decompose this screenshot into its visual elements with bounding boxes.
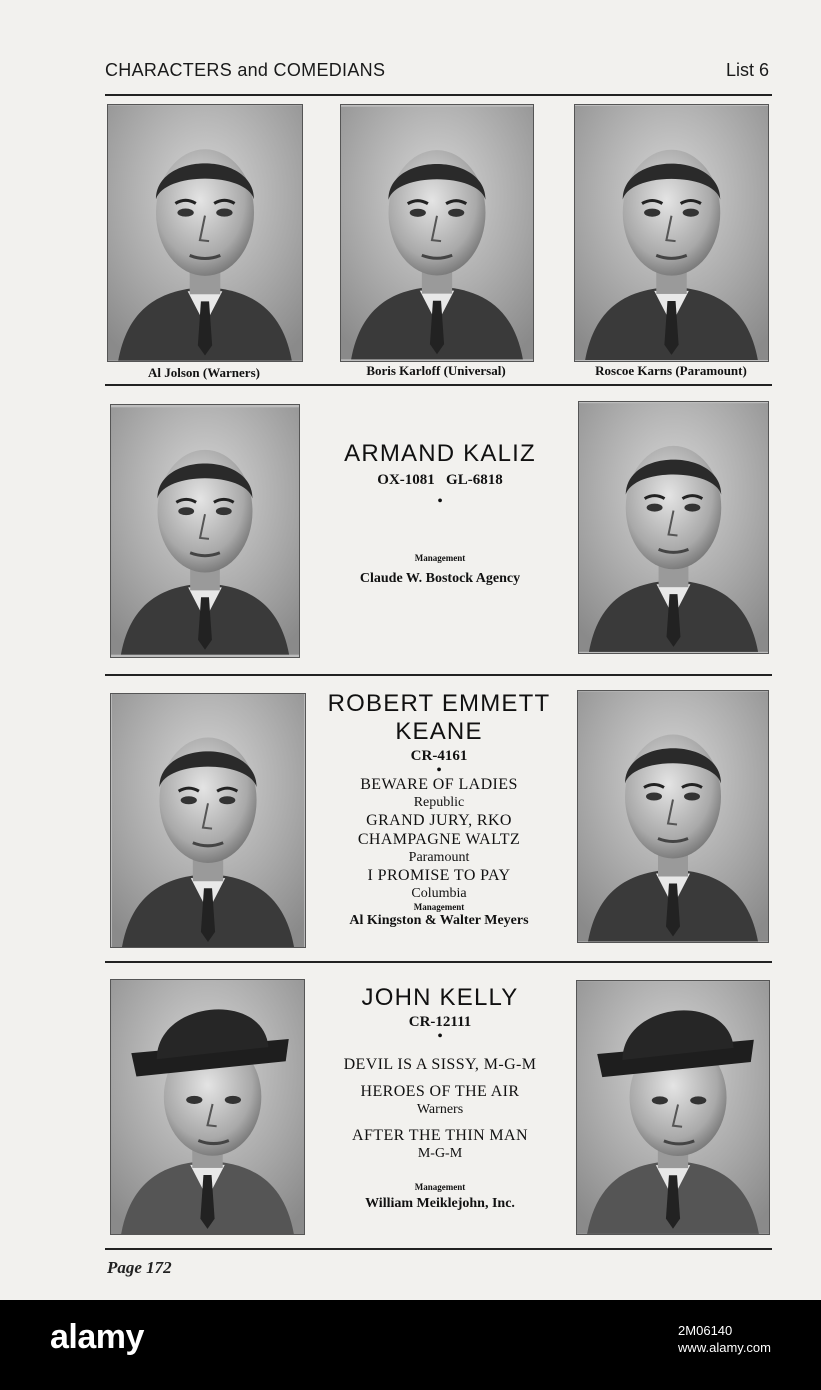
portrait-roscoe-karns <box>574 104 769 362</box>
phone-number: CR-4161 <box>410 748 468 764</box>
actor-name-line2: KEANE <box>395 718 483 745</box>
credit-studio: Republic <box>413 795 465 810</box>
credit-studio: Warners <box>416 1102 464 1117</box>
portrait-image <box>341 105 533 361</box>
credit-title: CHAMPAGNE WALTZ <box>357 831 521 848</box>
portrait-john-kelly-left <box>110 979 305 1235</box>
credit-title: DEVIL IS A SISSY, M-G-M <box>343 1056 537 1073</box>
caption-al-jolson: Al Jolson (Warners) <box>148 365 260 380</box>
portrait-al-jolson <box>107 104 303 362</box>
portrait-robert-keane-right <box>577 690 769 943</box>
portrait-image <box>111 980 304 1234</box>
management-agency: Claude W. Bostock Agency <box>359 571 521 586</box>
bullet: • <box>436 762 442 779</box>
phone-number: CR-12111 <box>408 1014 472 1030</box>
portrait-image <box>108 105 302 361</box>
image-id-url: www.alamy.com <box>678 1340 771 1355</box>
portrait-image <box>579 402 768 653</box>
credit-studio: Columbia <box>411 886 467 901</box>
section-rule <box>105 384 772 386</box>
credit-title: I PROMISE TO PAY <box>367 867 511 884</box>
portrait-image <box>575 105 768 361</box>
portrait-image <box>578 691 768 942</box>
portrait-image <box>111 694 305 947</box>
portrait-robert-keane-left <box>110 693 306 948</box>
portrait-image <box>111 405 299 657</box>
alamy-logo: alamy <box>50 1318 144 1356</box>
image-id-code: 2M06140 <box>678 1323 733 1338</box>
credit-title: GRAND JURY, RKO <box>366 812 512 829</box>
portrait-image <box>577 981 769 1234</box>
management-label: Management <box>413 902 465 912</box>
list-number: List 6 <box>725 60 769 80</box>
actor-name-line1: ROBERT EMMETT <box>327 690 551 717</box>
credit-studio: Paramount <box>408 850 470 865</box>
caption-boris-karloff: Boris Karloff (Universal) <box>366 363 506 378</box>
portrait-armand-kaliz-left <box>110 404 300 658</box>
footer-rule <box>105 1248 772 1250</box>
credit-title: HEROES OF THE AIR <box>360 1083 520 1100</box>
actor-name: ARMAND KALIZ <box>344 440 536 467</box>
bullet: • <box>437 1028 443 1045</box>
portrait-boris-karloff <box>340 104 534 362</box>
portrait-john-kelly-right <box>576 980 770 1235</box>
actor-name: JOHN KELLY <box>361 984 519 1011</box>
management-label: Management <box>414 553 466 563</box>
section-title: CHARACTERS and COMEDIANS <box>105 60 386 80</box>
kelly-listing <box>310 984 570 1213</box>
page-number: Page 172 <box>107 1258 172 1277</box>
credit-title: AFTER THE THIN MAN <box>352 1127 528 1144</box>
bullet: • <box>437 493 443 510</box>
section-rule <box>105 961 772 963</box>
portrait-armand-kaliz-right <box>578 401 769 654</box>
phone-numbers: OX-1081 GL-6818 <box>377 472 503 488</box>
credit-studio: M-G-M <box>417 1146 463 1161</box>
keane-listing <box>310 690 568 930</box>
section-rule <box>105 674 772 676</box>
image-id <box>678 1322 771 1356</box>
kaliz-listing <box>305 440 575 588</box>
management-agency: Al Kingston & Walter Meyers <box>349 913 529 928</box>
credit-title: BEWARE OF LADIES <box>360 776 518 793</box>
management-label: Management <box>414 1182 466 1192</box>
caption-roscoe-karns: Roscoe Karns (Paramount) <box>595 363 747 378</box>
management-agency: William Meiklejohn, Inc. <box>365 1196 515 1211</box>
header-rule <box>105 94 772 96</box>
